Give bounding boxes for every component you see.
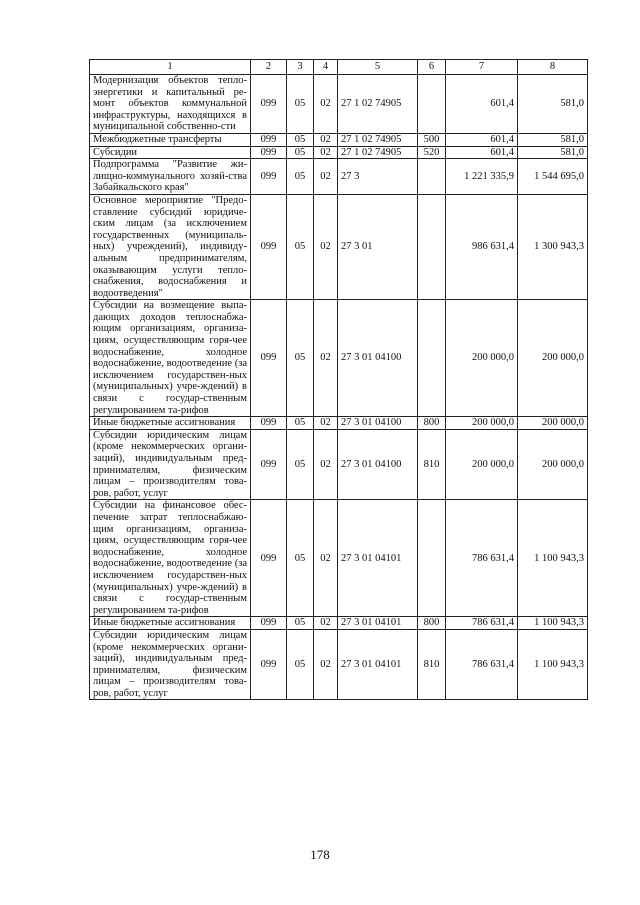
- row-sum-2: 200 000,0: [518, 417, 588, 430]
- row-rz: 05: [287, 194, 314, 299]
- row-pr: 02: [314, 75, 338, 134]
- header-col-2: 2: [251, 60, 287, 75]
- row-pr: 02: [314, 194, 338, 299]
- row-name: Основное мероприятие "Предо-ставление субсидий юридиче-ским лицам (за исключением государственных (муниципаль-ных) учреждений), индивиду-альным предпринимателям, оказывающим услуги тепло-снабжения, водоснабжения и водоотведения": [90, 194, 251, 299]
- row-sum-1: 200 000,0: [446, 300, 518, 417]
- page-number: 178: [310, 847, 330, 862]
- row-rz: 05: [287, 146, 314, 159]
- row-csr: 27 3 01 04100: [338, 417, 418, 430]
- row-rz: 05: [287, 429, 314, 500]
- row-pr: 02: [314, 500, 338, 617]
- row-name: Субсидии на возмещение выпа-дающих доходов теплоснабжа-ющим организациям, организа-циям, осуществляющим горя-чее водоснабжение, холодное водоснабжение, водоотведение (за исключением государствен-ных (муниципальных) учре-ждений) в связи с государ-ственным регулированием та-рифов: [90, 300, 251, 417]
- row-csr: 27 1 02 74905: [338, 133, 418, 146]
- table-row: [90, 429, 588, 500]
- row-pr: 02: [314, 617, 338, 630]
- row-sum-2: 581,0: [518, 146, 588, 159]
- row-sum-1: 601,4: [446, 75, 518, 134]
- row-sum-2: 581,0: [518, 75, 588, 134]
- row-sum-2: 200 000,0: [518, 300, 588, 417]
- row-grbs: 099: [251, 300, 287, 417]
- row-sum-2: 581,0: [518, 133, 588, 146]
- row-sum-1: 601,4: [446, 146, 518, 159]
- row-sum-1: 601,4: [446, 133, 518, 146]
- row-name: Субсидии: [90, 146, 251, 159]
- row-grbs: 099: [251, 417, 287, 430]
- table-row: [90, 417, 588, 430]
- table-row: [90, 500, 588, 617]
- header-col-1: 1: [90, 60, 251, 75]
- row-rz: 05: [287, 500, 314, 617]
- row-csr: 27 1 02 74905: [338, 75, 418, 134]
- row-vr: [418, 194, 446, 299]
- row-grbs: 099: [251, 429, 287, 500]
- table-row: [90, 159, 588, 195]
- table-row: [90, 133, 588, 146]
- row-sum-2: 200 000,0: [518, 429, 588, 500]
- row-csr: 27 3: [338, 159, 418, 195]
- row-csr: 27 3 01 04101: [338, 629, 418, 700]
- row-name: Субсидии юридическим лицам (кроме некоммерческих органи-заций), индивидуальным пред-принимателям, физическим лицам – производителям това-ров, работ, услуг: [90, 429, 251, 500]
- header-col-3: 3: [287, 60, 314, 75]
- row-sum-1: 1 221 335,9: [446, 159, 518, 195]
- row-rz: 05: [287, 75, 314, 134]
- header-col-6: 6: [418, 60, 446, 75]
- row-grbs: 099: [251, 75, 287, 134]
- row-pr: 02: [314, 429, 338, 500]
- row-sum-2: 1 544 695,0: [518, 159, 588, 195]
- row-rz: 05: [287, 617, 314, 630]
- table-row: [90, 146, 588, 159]
- row-sum-2: 1 300 943,3: [518, 194, 588, 299]
- row-sum-1: 786 631,4: [446, 617, 518, 630]
- row-vr: 500: [418, 133, 446, 146]
- row-vr: [418, 500, 446, 617]
- row-vr: 800: [418, 417, 446, 430]
- row-vr: [418, 159, 446, 195]
- row-pr: 02: [314, 146, 338, 159]
- row-grbs: 099: [251, 194, 287, 299]
- row-grbs: 099: [251, 159, 287, 195]
- row-rz: 05: [287, 417, 314, 430]
- row-rz: 05: [287, 629, 314, 700]
- row-sum-1: 986 631,4: [446, 194, 518, 299]
- row-sum-2: 1 100 943,3: [518, 617, 588, 630]
- row-vr: 810: [418, 629, 446, 700]
- row-pr: 02: [314, 300, 338, 417]
- row-csr: 27 3 01 04100: [338, 300, 418, 417]
- row-name: Субсидии на финансовое обес-печение затрат теплоснабжаю-щим организациям, организа-циям, осуществляющим горя-чее водоснабжение, холодное водоснабжение, водоотведение (за исключением государствен-ных (муниципальных) учре-ждений) в связи с государ-ственным регулированием та-рифов: [90, 500, 251, 617]
- row-vr: 520: [418, 146, 446, 159]
- table-row: [90, 75, 588, 134]
- row-pr: 02: [314, 159, 338, 195]
- row-name: Межбюджетные трансферты: [90, 133, 251, 146]
- row-vr: [418, 75, 446, 134]
- row-name: Модернизация объектов тепло-энергетики и капитальный ре-монт объектов коммунальной инфраструктуры, находящихся в муниципальной собственно-сти: [90, 75, 251, 134]
- row-csr: 27 3 01 04101: [338, 500, 418, 617]
- row-pr: 02: [314, 417, 338, 430]
- row-rz: 05: [287, 300, 314, 417]
- row-csr: 27 3 01 04100: [338, 429, 418, 500]
- row-csr: 27 1 02 74905: [338, 146, 418, 159]
- row-sum-2: 1 100 943,3: [518, 629, 588, 700]
- row-grbs: 099: [251, 629, 287, 700]
- row-pr: 02: [314, 133, 338, 146]
- row-csr: 27 3 01 04101: [338, 617, 418, 630]
- row-sum-1: 786 631,4: [446, 500, 518, 617]
- table-row: [90, 629, 588, 700]
- row-sum-1: 200 000,0: [446, 417, 518, 430]
- row-pr: 02: [314, 629, 338, 700]
- header-col-8: 8: [518, 60, 588, 75]
- row-sum-2: 1 100 943,3: [518, 500, 588, 617]
- table-row: [90, 194, 588, 299]
- header-col-4: 4: [314, 60, 338, 75]
- row-rz: 05: [287, 159, 314, 195]
- table-row: [90, 617, 588, 630]
- table-row: [90, 300, 588, 417]
- row-rz: 05: [287, 133, 314, 146]
- row-csr: 27 3 01: [338, 194, 418, 299]
- row-grbs: 099: [251, 500, 287, 617]
- row-name: Подпрограмма "Развитие жи-лищно-коммунального хозяй-ства Забайкальского края": [90, 159, 251, 195]
- budget-table: [89, 59, 588, 700]
- header-col-7: 7: [446, 60, 518, 75]
- row-grbs: 099: [251, 133, 287, 146]
- row-name: Субсидии юридическим лицам (кроме некоммерческих органи-заций), индивидуальным пред-принимателям, физическим лицам – производителям това-ров, работ, услуг: [90, 629, 251, 700]
- row-vr: [418, 300, 446, 417]
- row-name: Иные бюджетные ассигнования: [90, 417, 251, 430]
- header-col-5: 5: [338, 60, 418, 75]
- row-vr: 810: [418, 429, 446, 500]
- row-grbs: 099: [251, 617, 287, 630]
- row-vr: 800: [418, 617, 446, 630]
- row-sum-1: 200 000,0: [446, 429, 518, 500]
- row-grbs: 099: [251, 146, 287, 159]
- row-sum-1: 786 631,4: [446, 629, 518, 700]
- header-row: [90, 60, 588, 75]
- row-name: Иные бюджетные ассигнования: [90, 617, 251, 630]
